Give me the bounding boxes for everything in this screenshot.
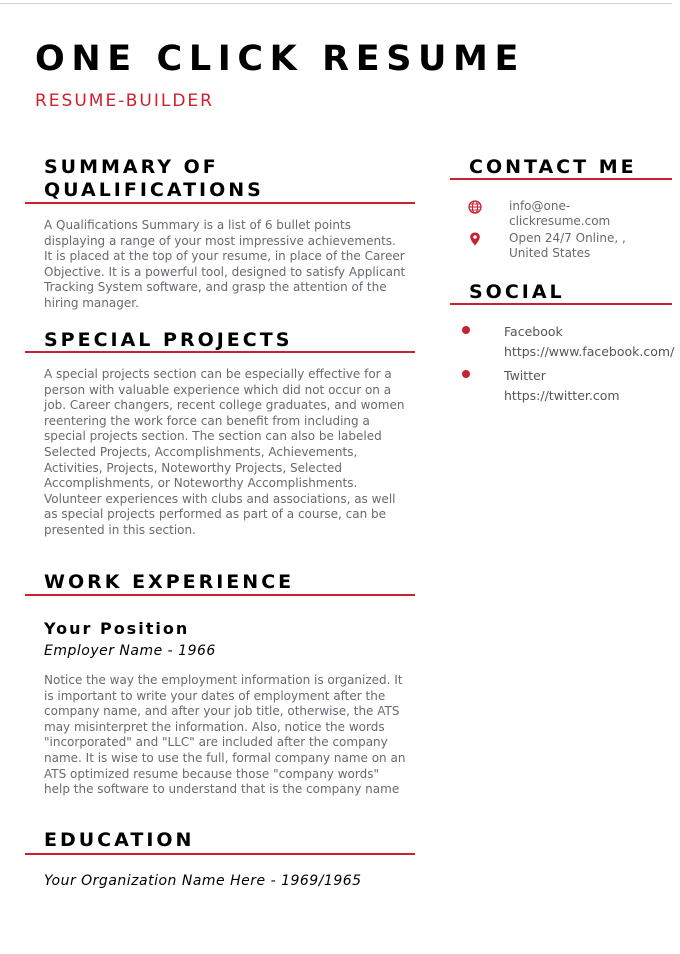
contact-location: Open 24/7 Online, , United States bbox=[509, 231, 626, 260]
social-item-facebook bbox=[504, 322, 674, 362]
social-link[interactable]: https://twitter.com bbox=[504, 388, 620, 403]
resume-name: ONE CLICK RESUME bbox=[35, 39, 525, 79]
special-projects-divider bbox=[25, 351, 415, 353]
map-pin-icon bbox=[467, 231, 483, 247]
summary-heading-line2: QUALIFICATIONS bbox=[44, 179, 264, 201]
job-position: Your Position bbox=[44, 619, 190, 638]
social-heading: SOCIAL bbox=[469, 281, 565, 303]
summary-heading-line1: SUMMARY OF bbox=[44, 156, 219, 178]
contact-email[interactable]: info@one-clickresume.com bbox=[509, 199, 611, 228]
employer-name: Employer Name - 1966 bbox=[44, 643, 216, 659]
social-divider bbox=[450, 303, 672, 305]
social-name: Facebook bbox=[504, 324, 563, 339]
contact-divider bbox=[450, 178, 672, 180]
work-experience-text: Notice the way the employment information is organized. It is important to write your dates of employment after the company name, and after your job title, otherwise, the ATS may misinterpret the information. Also, notice the words "incorporated" and "LLC" are included after the company name. It is wise to use the full, formal company name on an ATS optimized resume because those "company words" help the software to understand that is the company name bbox=[44, 673, 406, 797]
summary-divider bbox=[25, 202, 415, 204]
contact-heading: CONTACT ME bbox=[469, 156, 637, 178]
work-experience-heading: WORK EXPERIENCE bbox=[44, 571, 295, 593]
education-heading: EDUCATION bbox=[44, 829, 195, 851]
social-bullet-dot bbox=[462, 370, 470, 378]
social-name: Twitter bbox=[504, 368, 546, 383]
resume-subtitle: RESUME-BUILDER bbox=[35, 91, 214, 111]
social-link[interactable]: https://www.facebook.com/ bbox=[504, 344, 675, 359]
globe-icon bbox=[467, 199, 483, 215]
education-divider bbox=[25, 853, 415, 855]
summary-text: A Qualifications Summary is a list of 6 bullet points displaying a range of your most impressive achievements. It is placed at the top of your resume, in place of the Career Objective. It is a powerful tool, designed to satisfy Applicant Tracking System software, and grasp the attention of the hiring manager. bbox=[44, 218, 406, 310]
work-experience-divider bbox=[25, 594, 415, 596]
education-organization: Your Organization Name Here - 1969/1965 bbox=[44, 873, 362, 889]
summary-heading bbox=[44, 156, 264, 202]
social-item-twitter bbox=[504, 366, 620, 406]
special-projects-heading: SPECIAL PROJECTS bbox=[44, 329, 293, 351]
social-bullet-dot bbox=[462, 326, 470, 334]
top-border-line bbox=[0, 3, 672, 4]
special-projects-text: A special projects section can be especially effective for a person with valuable experience which did not occur on a job. Career changers, recent college graduates, and women reentering the work force can benefit from including a special projects section. The section can also be labeled Selected Projects, Accomplishments, Achievements, Activities, Projects, Noteworthy Projects, Selected Accomplishments, or Noteworthy Accomplishments. Volunteer experiences with clubs and associations, as well as special projects performed as part of a course, can be presented in this section. bbox=[44, 367, 405, 537]
